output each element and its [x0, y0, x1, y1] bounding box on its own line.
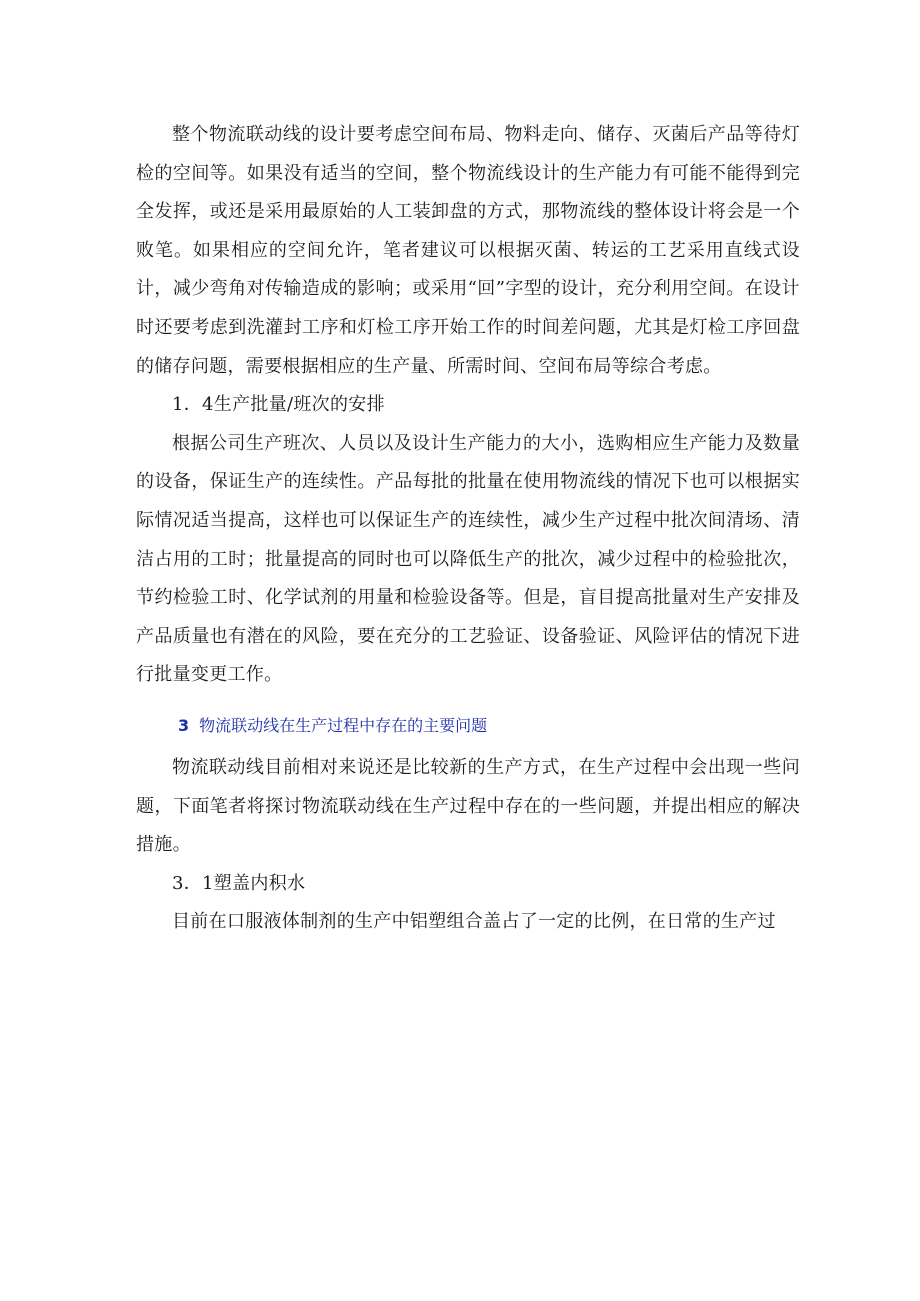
section-heading-3 — [136, 707, 800, 745]
section-number: 3 — [178, 715, 190, 735]
section-title: 物流联动线在生产过程中存在的主要问题 — [199, 715, 488, 735]
subheading-1-4: 1．4生产批量/班次的安排 — [172, 394, 385, 416]
paragraph-section-3-intro: 物流联动线目前相对来说还是比较新的生产方式，在生产过程中会出现一些问题，下面笔者将探讨物流联动线在生产过程中存在的一些问题，并提出相应的解决措施。 — [136, 756, 800, 856]
paragraph-space-layout: 整个物流联动线的设计要考虑空间布局、物料走向、储存、灭菌后产品等待灯检的空间等。如果没有适当的空间，整个物流线设计的生产能力有可能不能得到完全发挥，或还是采用最原始的人工装卸盘的方式，那物流线的整体设计将会是一个败笔。如果相应的空间允许，笔者建议可以根据灭菌、转运的工艺采用直线式设计，减少弯角对传输造成的影响；或采用“回”字型的设计，充分利用空间。在设计时还要考虑到洗灌封工序和灯检工序开始工作的时间差问题，尤其是灯检工序回盘的储存问题，需要根据相应的生产量、所需时间、空间布局等综合考虑。 — [136, 124, 800, 377]
subheading-3-1: 3．1塑盖内积水 — [172, 872, 306, 894]
document-body — [136, 116, 800, 942]
paragraph-plastic-cap: 目前在口服液体制剂的生产中铝塑组合盖占了一定的比例，在日常的生产过 — [172, 911, 776, 933]
paragraph-batch-schedule: 根据公司生产班次、人员以及设计生产能力的大小，选购相应生产能力及数量的设备，保证生产的连续性。产品每批的批量在使用物流线的情况下也可以根据实际情况适当提高，这样也可以保证生产的连续性，减少生产过程中批次间清场、清洁占用的工时；批量提高的同时也可以降低生产的批次，减少过程中的检验批次，节约检验工时、化学试剂的用量和检验设备等。但是，盲目提高批量对生产安排及产品质量也有潜在的风险，要在充分的工艺验证、设备验证、风险评估的情况下进行批量变更工作。 — [136, 432, 800, 686]
